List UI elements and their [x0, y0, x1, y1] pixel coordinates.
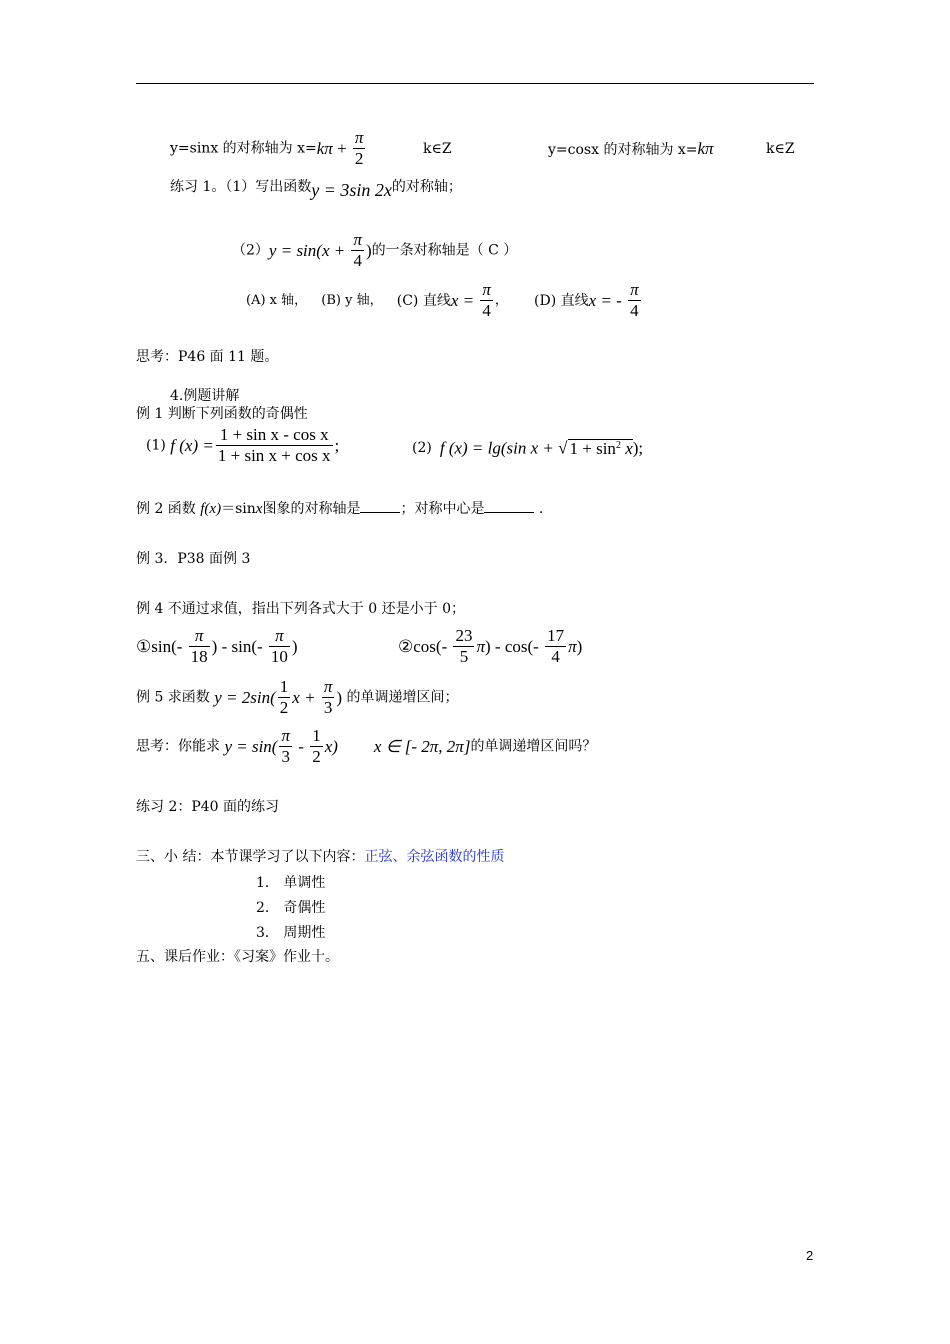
example4-expressions — [136, 626, 298, 667]
example1-label2: (2) — [412, 440, 432, 456]
exercise1-part1 — [170, 180, 462, 199]
sqrt-radicand — [568, 439, 633, 457]
f1-end: ; — [334, 436, 340, 455]
frac-23-5: $\frac{23}{5}$ — [455, 626, 473, 666]
pi-2: π — [568, 637, 577, 656]
k-pi-cos: kπ — [697, 139, 714, 158]
sin-kz: k∈Z — [423, 141, 452, 157]
option-b: (B) y 轴， — [321, 293, 383, 308]
option-a: (A) x 轴， — [246, 293, 308, 308]
cos-kz: k∈Z — [766, 141, 795, 157]
pi-over-18: $\frac{\pi}{18}$ — [190, 626, 208, 666]
example2-text1: 图象的对称轴是 — [262, 501, 361, 517]
frac-17-4: $\frac{17}{4}$ — [547, 626, 565, 666]
sin-symmetry-text: y=sinx 的对称轴为 x= — [170, 140, 317, 157]
think1: 思考：P46 面 11 题。 — [136, 349, 279, 365]
example2-sin: ＝sin — [221, 501, 256, 517]
option-c-frac: $\frac{\pi}{4}$ — [482, 280, 491, 320]
part2-label: （2） — [232, 242, 269, 259]
close-minus-1: ) - — [211, 637, 232, 656]
summary-item-2: 2． 奇偶性 — [256, 900, 326, 916]
f1-fraction — [216, 425, 333, 466]
f1-numerator: 1 + sin x - cos x — [216, 425, 333, 446]
f1-lhs: f (x) = — [170, 436, 214, 455]
sin-open-1: sin(- — [151, 637, 187, 656]
symmetry-line — [170, 128, 367, 169]
function-y-3sin2x: y = 3sin 2x — [311, 180, 392, 200]
radicand-exp: 2 — [615, 440, 621, 451]
example2-text2: ；对称中心是 — [400, 501, 485, 517]
option-c-math: x = — [450, 291, 479, 310]
summary-item-1: 1． 单调性 — [256, 875, 326, 891]
example1-formulas — [146, 425, 339, 466]
think2-domain: x ∈ [- 2π, 2π] — [373, 737, 471, 756]
close-1: ) — [291, 637, 298, 656]
example3: 例 3．P38 面例 3 — [136, 551, 251, 567]
example2-end: . — [534, 501, 544, 517]
practice2: 练习 2：P40 面的练习 — [136, 799, 280, 815]
option-c-comma: ， — [494, 293, 508, 308]
options-row — [246, 280, 643, 321]
function-sin-a: y = sin(x + — [268, 241, 350, 260]
option-d-frac: $\frac{\pi}{4}$ — [630, 280, 639, 320]
f2-end: ); — [632, 438, 644, 458]
circle-1: ① — [136, 637, 152, 656]
part2-suffix: 的一条对称轴是（ C ） — [371, 242, 518, 259]
option-c-label: (C) 直线 — [396, 292, 451, 309]
center-blank[interactable] — [484, 512, 534, 513]
exercise1-suffix: 的对称轴； — [391, 179, 462, 195]
example5-label: 例 5 求函数 — [136, 689, 215, 706]
section4-heading: 4.例题讲解 — [170, 388, 240, 404]
sin-open-2: sin(- — [231, 637, 267, 656]
think2-x-close: x) — [324, 737, 338, 756]
think2-suffix: 的单调递增区间吗？ — [470, 738, 597, 755]
header-rule — [136, 83, 814, 84]
think2-minus: - — [294, 737, 309, 756]
cos-open-1: cos(- — [413, 637, 452, 656]
example2-func: f(x) — [200, 501, 222, 517]
example4-expression2 — [398, 626, 582, 667]
cos-symmetry-line — [548, 140, 714, 157]
close-minus-2: ) - — [485, 637, 505, 656]
homework: 五、课后作业：《习案》作业十。 — [136, 949, 339, 965]
radicand-x: x — [620, 439, 633, 458]
pi-over-4: $\frac{\pi}{4}$ — [353, 230, 362, 270]
think2-label: 思考：你能求 — [136, 738, 225, 755]
example5 — [136, 677, 458, 718]
radicand-text: 1 + sin — [569, 439, 616, 458]
example2-x: x — [255, 501, 263, 517]
circle-2: ② — [398, 637, 414, 656]
example5-suffix: 的单调递增区间； — [342, 689, 459, 706]
f1-denominator: 1 + sin x + cos x — [217, 446, 331, 465]
exercise1-part2 — [232, 230, 517, 271]
summary-label: 三、小 结：本节课学习了以下内容： — [136, 849, 365, 865]
think2-func: y = sin( — [224, 737, 278, 756]
think2-one-half: $\frac{1}{2}$ — [312, 726, 321, 766]
example1-title: 例 1 判断下列函数的奇偶性 — [136, 406, 308, 422]
plus-sign: + — [332, 139, 351, 158]
think2 — [136, 726, 596, 767]
cos-open-2: cos(- — [504, 637, 544, 656]
example1-formula2 — [412, 439, 643, 457]
summary-highlight: 正弦、余弦函数的性质 — [364, 849, 505, 865]
one-half: $\frac{1}{2}$ — [279, 677, 289, 717]
page-number: 2 — [806, 1248, 814, 1263]
example1-label1: (1) — [146, 437, 166, 454]
pi-1: π — [476, 637, 486, 656]
cos-symmetry-text: y=cosx 的对称轴为 x= — [548, 142, 698, 158]
example2-label: 例 2 函数 — [136, 501, 201, 517]
sqrt-symbol: √ — [558, 438, 568, 458]
think2-pi-over-3: $\frac{\pi}{3}$ — [281, 726, 291, 766]
pi-over-2: $\frac{\pi}{2}$ — [354, 128, 364, 168]
summary-heading — [136, 850, 504, 864]
x-plus: x + — [292, 688, 320, 707]
f2-lhs: f (x) = lg(sin x + — [439, 438, 559, 458]
pi-over-3: $\frac{\pi}{3}$ — [323, 677, 333, 717]
exercise1-label: 练习 1。（1）写出函数 — [170, 179, 312, 195]
close-paren: ) — [366, 241, 372, 260]
close-2: ) — [576, 637, 583, 656]
example5-func: y = 2sin( — [214, 688, 276, 707]
example5-close: ) — [336, 688, 343, 707]
option-d-label: (D) 直线 — [534, 292, 589, 309]
option-d-math: x = - — [588, 291, 627, 310]
axis-blank[interactable] — [360, 512, 400, 513]
pi-over-10: $\frac{\pi}{10}$ — [270, 626, 288, 666]
k-pi: kπ — [316, 139, 333, 158]
summary-item-3: 3． 周期性 — [256, 925, 326, 941]
example4-title: 例 4 不通过求值，指出下列各式大于 0 还是小于 0； — [136, 601, 465, 617]
example2 — [136, 502, 543, 517]
